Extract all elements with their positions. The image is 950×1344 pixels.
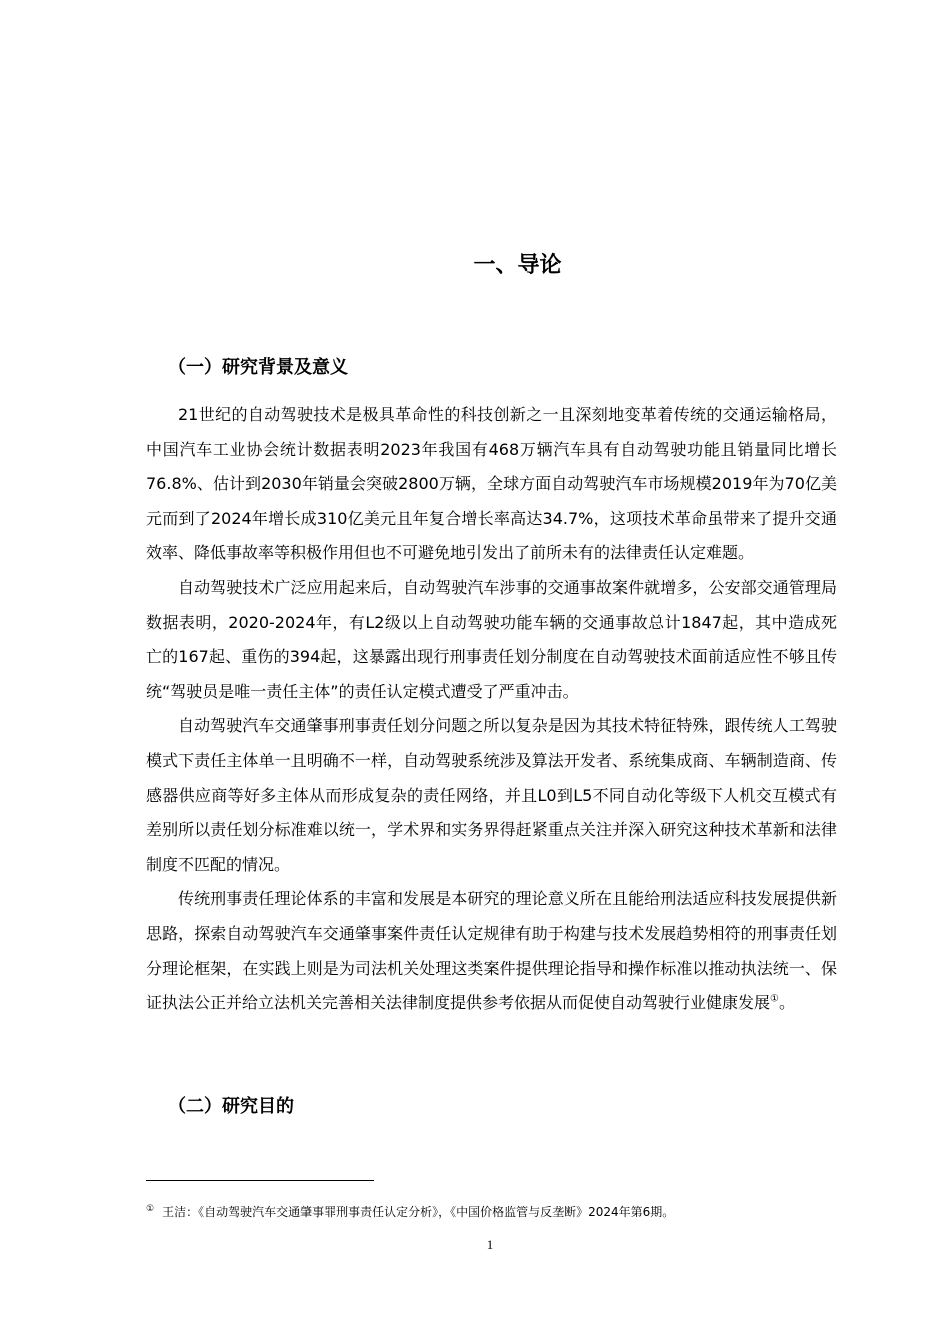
section-title-background: （一）研究背景及意义: [168, 357, 348, 378]
paragraph-end: 。: [778, 993, 795, 1013]
paragraph: 自动驾驶汽车交通肇事刑事责任划分问题之所以复杂是因为其技术特征特殊，跟传统人工驾驶模式下责任主体单一且明确不一样，自动驾驶系统涉及算法开发者、系统集成商、车辆制造商、传感器供应商等好多主体从而形成复杂的责任网络，并且L0到L5不同自动化等级下人机交互模式有差别所以责任划分标准难以统一，学术界和实务界得赶紧重点关注并深入研究这种技术革新和法律制度不匹配的情况。: [146, 716, 837, 874]
section-title-purpose: （二）研究目的: [168, 1096, 294, 1117]
paragraph: 21世纪的自动驾驶技术是极具革命性的科技创新之一且深刻地变革着传统的交通运输格局，中国汽车工业协会统计数据表明2023年我国有468万辆汽车具有自动驾驶功能且销量同比增长76.8%、估计到2030年销量会突破2800万辆，全球方面自动驾驶汽车市场规模2019年为70亿美元而到了2024年增长成310亿美元且年复合增长率高达34.7%，这项技术革命虽带来了提升交通效率、降低事故率等积极作用但也不可避免地引发出了前所未有的法律责任认定难题。: [146, 405, 837, 563]
section-body: [146, 398, 837, 1021]
footnote: [146, 1201, 846, 1220]
paragraph-text: 传统刑事责任理论体系的丰富和发展是本研究的理论意义所在且能给刑法适应科技发展提供新思路，探索自动驾驶汽车交通肇事案件责任认定规律有助于构建与技术发展趋势相符的刑事责任划分理论框架，在实践上则是为司法机关处理这类案件提供理论指导和操作标准以推动执法统一、保证执法公正并给立法机关完善相关法律制度提供参考依据从而促使自动驾驶行业健康发展: [146, 889, 837, 1013]
chapter-title: 一、导论: [473, 253, 562, 278]
footnote-reference[interactable]: ①: [770, 993, 779, 1005]
paragraph: 自动驾驶技术广泛应用起来后，自动驾驶汽车涉事的交通事故案件就增多，公安部交通管理局数据表明，2020-2024年，有L2级以上自动驾驶功能车辆的交通事故总计1847起，其中造成死亡的167起、重伤的394起，这暴露出现行刑事责任划分制度在自动驾驶技术面前适应性不够且传统“驾驶员是唯一责任主体”的责任认定模式遭受了严重冲击。: [146, 577, 837, 701]
paragraph-with-footnote: [146, 882, 837, 1020]
page-number: 1: [486, 1237, 494, 1252]
footnote-text: 王洁：《自动驾驶汽车交通肇事罪刑事责任认定分析》，《中国价格监管与反垄断》2024年第6期。: [162, 1205, 675, 1219]
footnote-mark: ①: [146, 1204, 155, 1214]
footnote-separator: [146, 1180, 374, 1181]
